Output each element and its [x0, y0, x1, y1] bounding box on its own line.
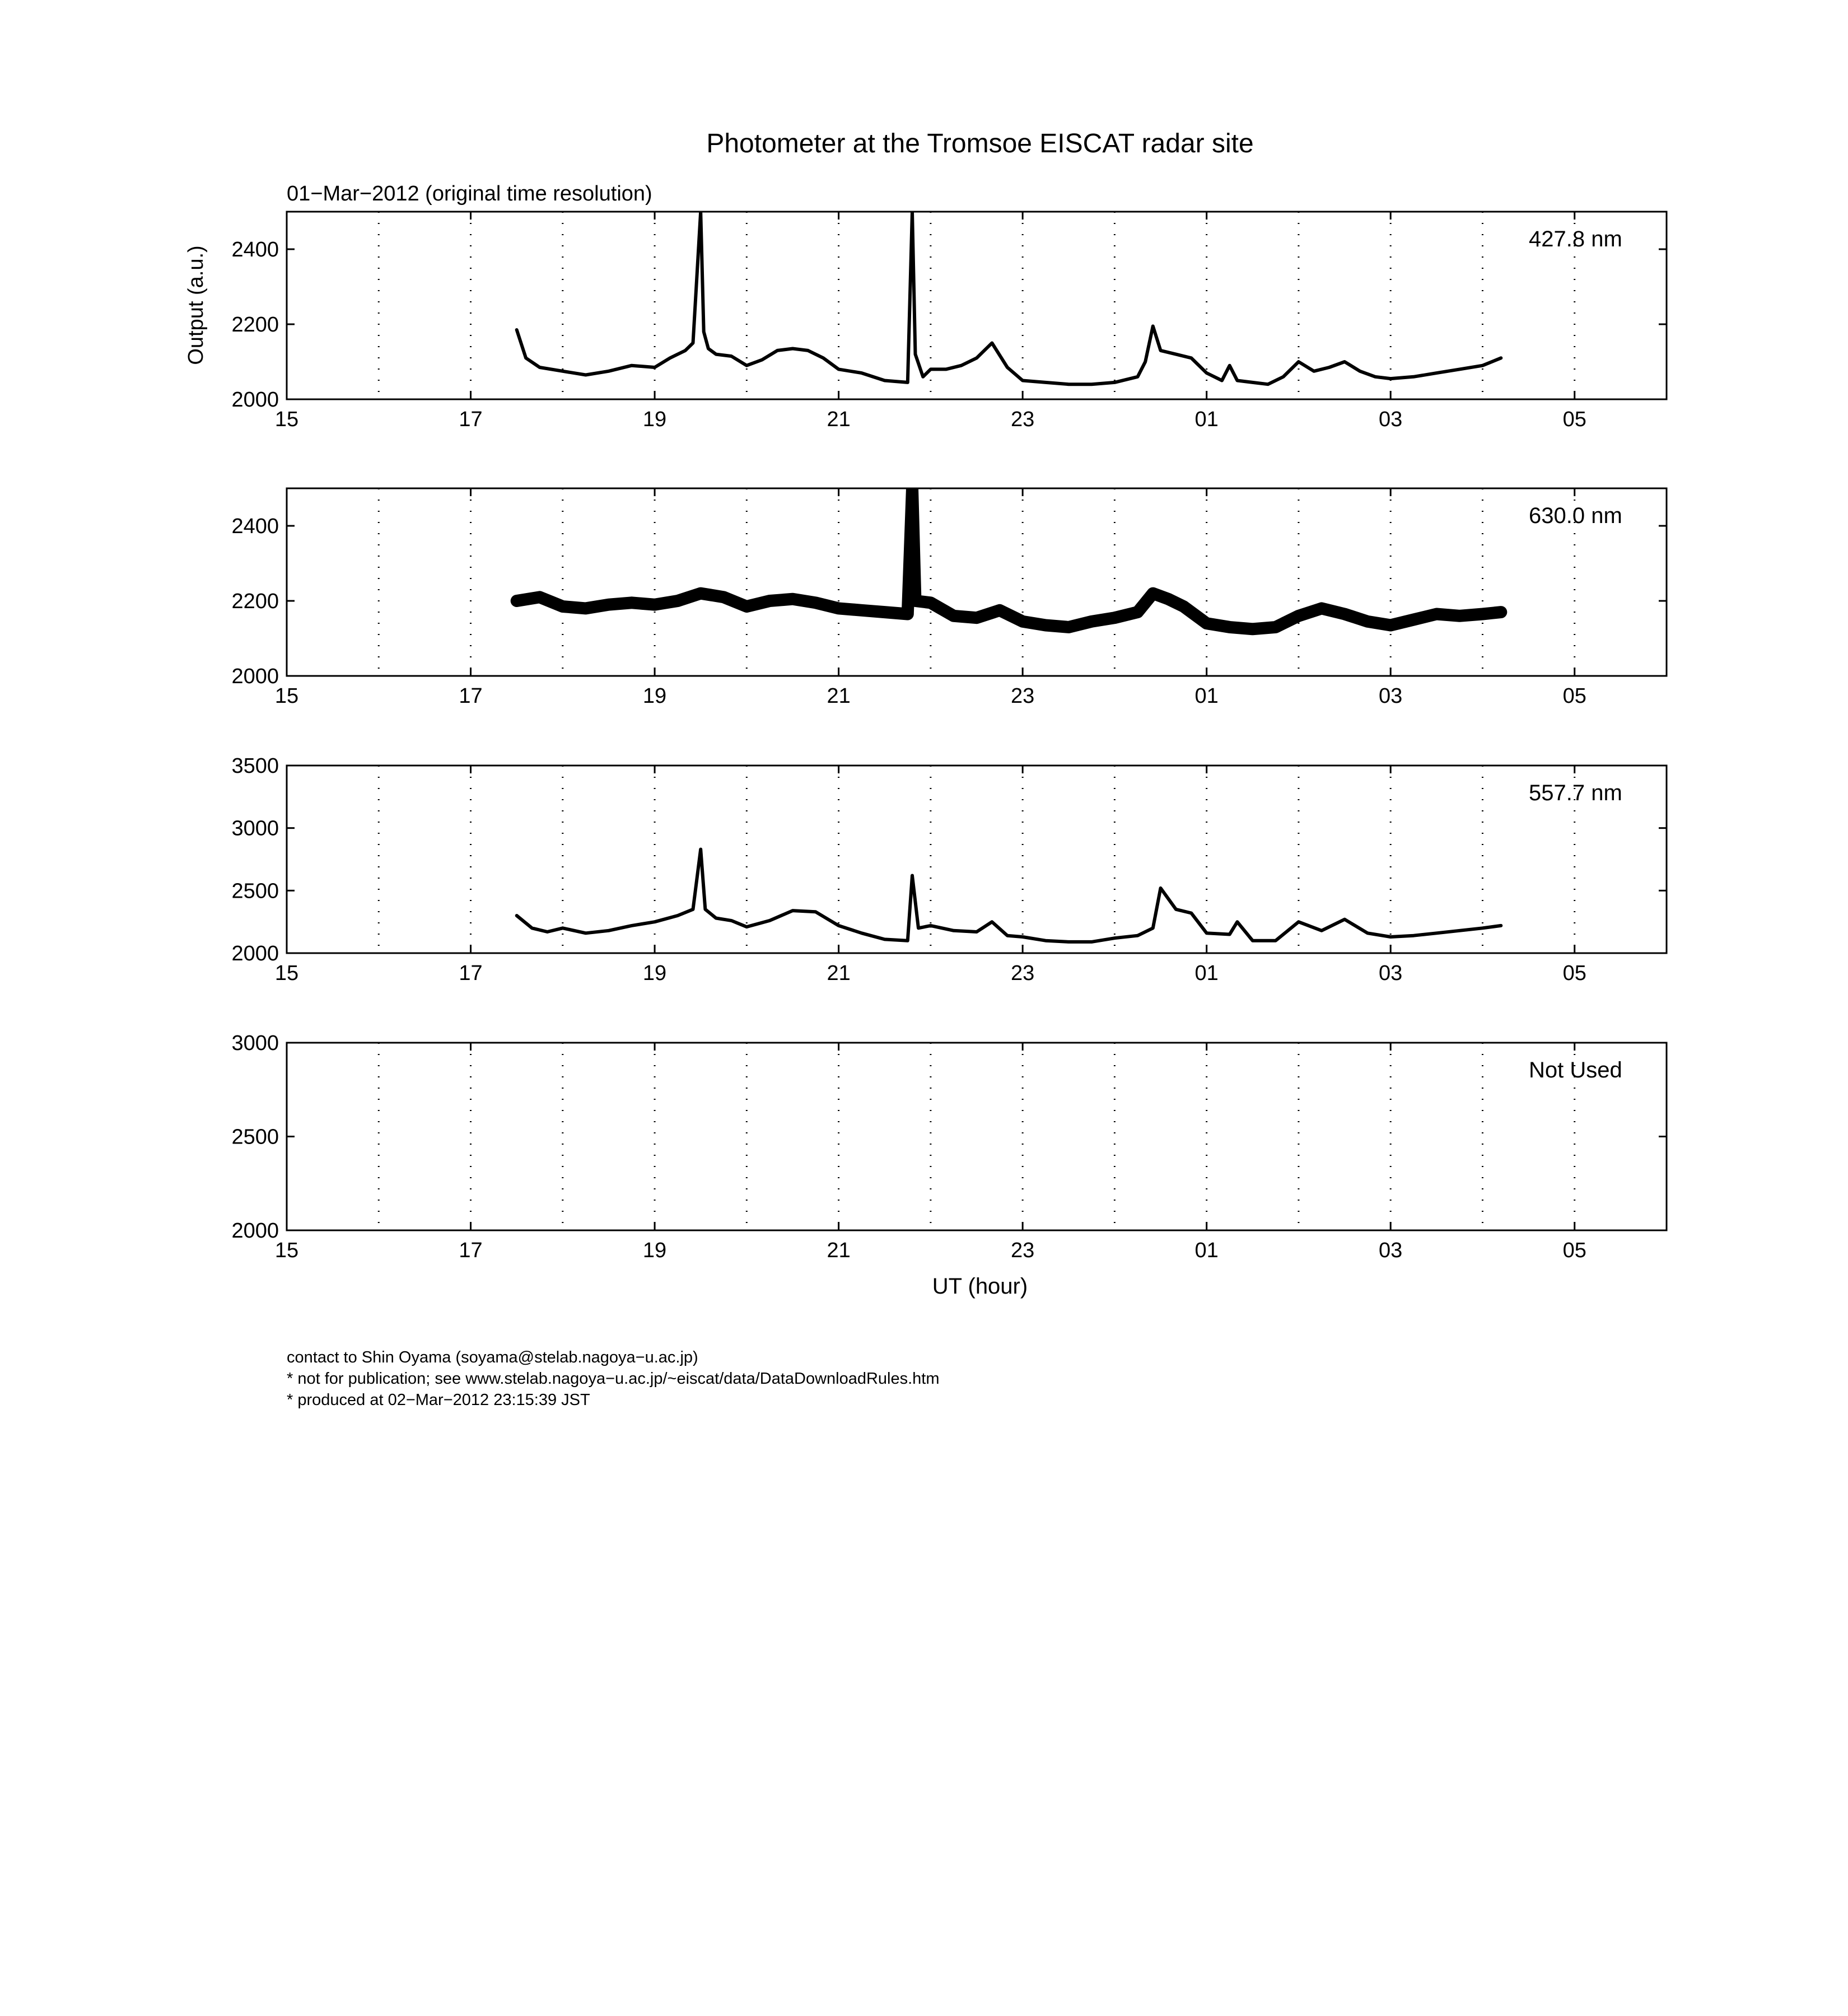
y-tick-label: 3500 [231, 754, 279, 778]
x-tick-label: 23 [1010, 962, 1035, 985]
data-point [930, 925, 932, 927]
y-tick-label: 2500 [231, 879, 279, 903]
data-point [562, 605, 564, 608]
data-point [1229, 626, 1231, 628]
data-point [684, 349, 687, 352]
plot-frame [287, 766, 1667, 953]
data-point [1267, 383, 1269, 385]
data-point [1412, 376, 1415, 378]
data-point [1067, 941, 1070, 943]
x-tick-label: 21 [827, 1239, 851, 1262]
data-point [1435, 932, 1438, 934]
data-point [745, 605, 748, 608]
data-point [1067, 626, 1070, 628]
panel-label: 427.8 nm [1529, 227, 1622, 251]
data-point [1090, 383, 1093, 385]
data-point [1458, 930, 1460, 932]
x-tick-label: 21 [827, 408, 851, 431]
data-point [1236, 921, 1238, 923]
data-point [922, 376, 924, 378]
data-point [608, 370, 610, 372]
y-tick-label: 2200 [231, 590, 279, 613]
panel-label: 557.7 nm [1529, 781, 1622, 805]
data-point [907, 613, 909, 615]
data-point [917, 927, 920, 929]
data-point [1160, 349, 1162, 352]
data-point [516, 329, 518, 331]
data-point [1190, 912, 1192, 914]
data-point [1374, 376, 1376, 378]
data-point [1275, 940, 1277, 942]
x-tick-label: 05 [1562, 962, 1586, 985]
data-point [1090, 941, 1093, 943]
data-point [608, 930, 610, 932]
footnotes [287, 1347, 940, 1411]
x-tick-label: 21 [827, 684, 851, 708]
data-point [907, 940, 909, 942]
data-point [745, 365, 748, 367]
x-tick-label: 01 [1194, 962, 1219, 985]
data-point [525, 357, 527, 359]
data-point [1021, 936, 1024, 938]
data-point [516, 600, 518, 602]
data-point [715, 917, 717, 920]
data-point [669, 357, 671, 359]
data-point [1482, 365, 1484, 367]
data-point [1175, 353, 1177, 356]
data-point [704, 908, 706, 911]
series-line-3 [517, 850, 1501, 942]
panel-label: Not Used [1529, 1058, 1622, 1082]
y-tick-label: 2000 [231, 942, 279, 965]
data-point [1229, 934, 1231, 936]
data-point [1152, 592, 1154, 595]
data-point [1389, 624, 1392, 627]
data-point [1500, 357, 1502, 359]
data-point [861, 932, 863, 934]
data-point [1252, 940, 1254, 942]
y-tick-label: 2500 [231, 1125, 279, 1149]
contact-note: contact to Shin Oyama (soyama@stelab.nagoya−u.ac.jp) [287, 1348, 698, 1366]
data-point [703, 330, 705, 333]
data-point [722, 596, 725, 598]
data-point [761, 359, 763, 361]
data-point [953, 615, 955, 617]
data-point [930, 601, 932, 604]
figure-title: Photometer at the Tromsoe EISCAT radar site [706, 129, 1254, 158]
data-point [1500, 925, 1502, 927]
panel-1 [231, 211, 1667, 431]
x-tick-label: 21 [827, 962, 851, 985]
data-point [1435, 613, 1438, 615]
data-point [768, 920, 771, 922]
data-point [585, 607, 587, 609]
data-point [1482, 927, 1484, 929]
data-point [608, 604, 610, 606]
x-tick-label: 17 [459, 684, 483, 708]
data-point [884, 611, 886, 613]
figure-subtitle: 01−Mar−2012 (original time resolution) [287, 182, 652, 206]
plot-frame [287, 212, 1667, 399]
data-point [1359, 370, 1361, 372]
data-point [699, 848, 702, 851]
data-point [822, 357, 824, 359]
data-point [631, 925, 633, 927]
data-point [768, 600, 771, 602]
data-point [745, 926, 748, 928]
data-point [539, 366, 541, 368]
data-point [676, 914, 679, 917]
data-point [1160, 887, 1162, 889]
data-point [654, 921, 656, 923]
data-point [1144, 361, 1146, 363]
x-tick-label: 03 [1379, 408, 1403, 431]
data-point [1113, 381, 1116, 384]
data-point [1137, 611, 1139, 613]
data-point [1229, 365, 1231, 367]
data-point [1006, 366, 1009, 368]
data-point [1298, 921, 1300, 923]
data-point [730, 355, 732, 357]
data-point [562, 370, 564, 372]
y-tick-label: 2000 [231, 388, 279, 412]
data-point [1090, 620, 1093, 623]
data-point [1137, 935, 1139, 937]
data-point [1206, 622, 1208, 624]
data-point [1343, 361, 1346, 363]
panel-2 [231, 487, 1667, 708]
data-point [585, 374, 587, 376]
y-tick-label: 2400 [231, 515, 279, 538]
data-point [911, 875, 913, 877]
data-point [631, 601, 633, 604]
data-point [1282, 376, 1285, 378]
data-point [960, 365, 963, 367]
data-point [1482, 613, 1484, 615]
data-point [792, 598, 794, 600]
data-point [815, 601, 817, 604]
y-tick-label: 3000 [231, 816, 279, 841]
data-point [1206, 932, 1208, 934]
data-point [991, 342, 993, 344]
data-point [1298, 361, 1300, 363]
data-point [976, 357, 978, 359]
data-point [807, 349, 809, 352]
data-point [1152, 927, 1154, 929]
data-point [1190, 357, 1192, 359]
data-point [546, 931, 548, 933]
data-point [1044, 624, 1047, 627]
x-tick-label: 03 [1379, 684, 1403, 708]
x-tick-label: 15 [274, 1239, 299, 1262]
x-tick-label: 23 [1010, 408, 1035, 431]
data-point [792, 348, 794, 350]
x-tick-label: 05 [1562, 1239, 1586, 1262]
data-point [1328, 366, 1331, 368]
data-point [1236, 380, 1238, 382]
data-point [1137, 376, 1139, 378]
data-point [692, 908, 694, 911]
data-point [861, 609, 863, 612]
data-point [692, 342, 694, 344]
data-point [631, 365, 633, 367]
data-point [1167, 598, 1169, 600]
x-tick-label: 03 [1379, 1239, 1403, 1262]
data-point [792, 909, 794, 912]
data-point [654, 366, 656, 368]
series-line-2 [517, 488, 1501, 629]
x-tick-label: 01 [1194, 684, 1219, 708]
panel-4 [231, 1032, 1667, 1262]
data-point [991, 921, 993, 923]
data-point [1435, 372, 1438, 374]
x-tick-label: 05 [1562, 684, 1586, 708]
y-axis-label: Output (a.u.) [184, 245, 208, 365]
data-point [907, 381, 909, 384]
data-point [1313, 370, 1315, 372]
x-tick-label: 15 [274, 408, 299, 431]
data-point [838, 368, 840, 370]
x-tick-label: 17 [459, 408, 483, 431]
x-tick-label: 23 [1010, 684, 1035, 708]
data-point [676, 600, 679, 602]
data-point [539, 596, 541, 598]
data-point [1044, 381, 1047, 384]
data-point [953, 930, 955, 932]
data-point [976, 931, 978, 933]
data-point [1412, 619, 1415, 621]
data-point [562, 927, 564, 929]
produced-note: * produced at 02−Mar−2012 23:15:39 JST [287, 1391, 590, 1409]
x-axis-label: UT (hour) [932, 1274, 1028, 1299]
y-tick-label: 3000 [231, 1032, 279, 1055]
y-tick-label: 2400 [231, 238, 279, 262]
data-point [1298, 615, 1300, 617]
data-point [1343, 918, 1346, 921]
data-point [884, 380, 886, 382]
x-tick-label: 17 [459, 962, 483, 985]
rules-note: * not for publication; see www.stelab.nagoya−u.ac.jp/~eiscat/data/DataDownloadRules.htm [287, 1370, 940, 1388]
data-point [1343, 613, 1346, 615]
x-tick-label: 23 [1010, 1239, 1035, 1262]
data-point [838, 607, 840, 609]
data-point [815, 911, 817, 913]
data-point [585, 932, 587, 934]
data-point [930, 368, 932, 370]
data-point [884, 938, 886, 940]
panels [231, 211, 1667, 1262]
data-point [1206, 372, 1208, 374]
x-tick-label: 15 [274, 684, 299, 708]
data-point [516, 914, 518, 917]
x-tick-label: 03 [1379, 962, 1403, 985]
data-point [1366, 932, 1369, 934]
data-point [699, 592, 702, 595]
data-point [1275, 626, 1277, 628]
data-point [976, 617, 978, 619]
data-point [1412, 935, 1415, 937]
y-tick-label: 2000 [231, 1219, 279, 1243]
panel-3 [231, 754, 1667, 985]
x-tick-label: 19 [642, 962, 667, 985]
data-point [1389, 377, 1392, 380]
data-point [707, 348, 710, 350]
data-point [654, 604, 656, 606]
x-tick-label: 19 [642, 684, 667, 708]
data-point [1113, 617, 1116, 619]
data-point [776, 349, 778, 352]
x-tick-label: 01 [1194, 1239, 1219, 1262]
data-point [998, 609, 1001, 612]
data-point [1152, 325, 1154, 327]
y-tick-label: 2000 [231, 665, 279, 688]
data-point [1021, 620, 1024, 623]
data-point [1320, 930, 1323, 932]
plot-frame [287, 488, 1667, 676]
data-point [1067, 383, 1070, 385]
data-point [1175, 908, 1177, 911]
series-line-1 [517, 212, 1501, 384]
panel-label: 630.0 nm [1529, 503, 1622, 528]
data-point [914, 353, 917, 356]
data-point [1252, 628, 1254, 630]
data-point [945, 368, 947, 370]
x-tick-label: 05 [1562, 408, 1586, 431]
data-point [1006, 935, 1009, 937]
data-point [1389, 936, 1392, 938]
data-point [730, 920, 732, 922]
x-tick-label: 19 [642, 408, 667, 431]
y-tick-label: 2200 [231, 313, 279, 337]
data-point [1458, 615, 1460, 617]
data-point [715, 353, 717, 356]
data-point [861, 372, 863, 374]
plot-frame [287, 1043, 1667, 1230]
data-point [1183, 605, 1185, 608]
x-tick-label: 01 [1194, 408, 1219, 431]
data-point [1320, 607, 1323, 609]
data-point [1366, 620, 1369, 623]
data-point [1021, 380, 1024, 382]
data-point [1113, 937, 1116, 939]
data-point [1044, 940, 1047, 942]
data-point [531, 927, 533, 929]
x-tick-label: 15 [274, 962, 299, 985]
data-point [1458, 368, 1460, 370]
data-point [1252, 381, 1254, 384]
data-point [1221, 380, 1223, 382]
x-tick-label: 17 [459, 1239, 483, 1262]
data-point [914, 600, 917, 602]
x-tick-label: 19 [642, 1239, 667, 1262]
data-point [838, 925, 840, 927]
data-point [1500, 611, 1502, 613]
